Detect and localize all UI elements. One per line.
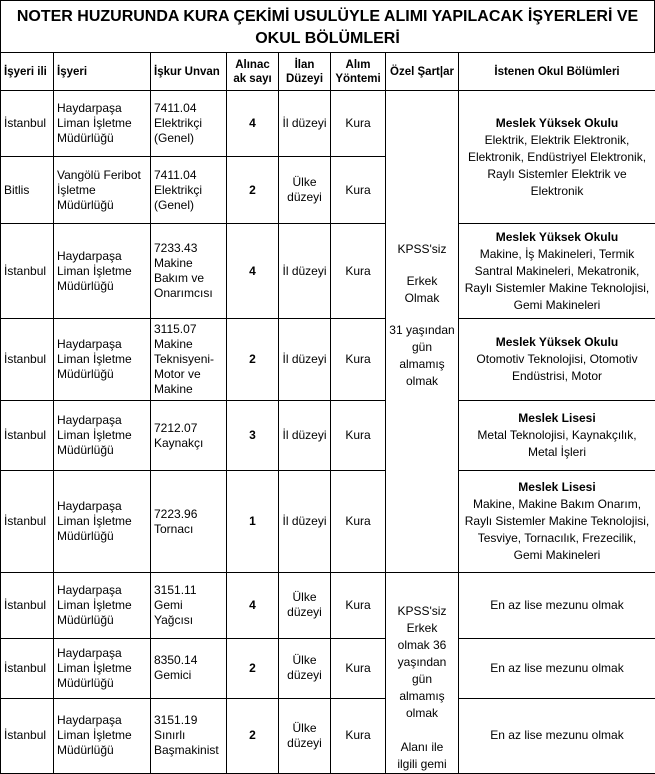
cell-unvan: 7411.04 Elektrikçi (Genel) [151,157,227,224]
table-row [1,91,655,157]
cell-ilan: Ülke düzeyi [279,638,331,698]
cell-yontem: Kura [331,573,386,639]
cell-ilan: Ülke düzeyi [279,157,331,224]
header-ilan: İlan Düzeyi [279,53,331,91]
header-yontem: Alım Yöntemi [331,53,386,91]
special-text: KPSS'siz Erkek olmak 36 yaşından gün almamış olmak [389,603,455,722]
cell-sayi: 2 [227,157,279,224]
header-unvan: İşkur Unvan [151,53,227,91]
cell-unvan: 3115.07 Makine Teknisyeni-Motor ve Makine [151,319,227,401]
header-okul: İstenen Okul Bölümleri [459,53,655,91]
cell-isyeri: Vangölü Feribot İşletme Müdürlüğü [54,157,151,224]
education-group-3 [459,319,655,401]
education-group-5 [459,471,655,573]
special-conditions-1 [386,91,459,573]
table-row [1,573,655,639]
cell-yontem: Kura [331,638,386,698]
title-line-2: OKUL BÖLÜMLERİ [1,28,654,50]
cell-il: İstanbul [1,224,54,319]
header-ozel: Özel Şart|ar [386,53,459,91]
education-req: En az lise mezunu olmak [459,638,655,698]
cell-sayi: 2 [227,698,279,773]
cell-ilan: İl düzeyi [279,91,331,157]
education-body: Metal Teknolojisi, Kaynakçılık, Metal İşleri [477,428,636,459]
header-isyeri: İşyeri [54,53,151,91]
cell-ilan: İl düzeyi [279,401,331,471]
header-row [1,53,655,91]
cell-ilan: Ülke düzeyi [279,573,331,639]
education-group-1 [459,91,655,224]
table-row [1,471,655,573]
cell-sayi: 4 [227,573,279,639]
education-group-4 [459,401,655,471]
education-head: Meslek Yüksek Okulu [462,334,652,351]
header-il: İşyeri ili [1,53,54,91]
cell-il: İstanbul [1,401,54,471]
cell-isyeri: Haydarpaşa Liman İşletme Müdürlüğü [54,401,151,471]
table-row [1,638,655,698]
cell-yontem: Kura [331,698,386,773]
cell-yontem: Kura [331,91,386,157]
cell-isyeri: Haydarpaşa Liman İşletme Müdürlüğü [54,319,151,401]
cell-unvan: 7411.04 Elektrikçi (Genel) [151,91,227,157]
cell-isyeri: Haydarpaşa Liman İşletme Müdürlüğü [54,573,151,639]
cell-unvan: 8350.14 Gemici [151,638,227,698]
education-req: En az lise mezunu olmak [459,698,655,773]
cell-isyeri: Haydarpaşa Liman İşletme Müdürlüğü [54,638,151,698]
cell-sayi: 4 [227,224,279,319]
table-row [1,401,655,471]
cell-il: Bitlis [1,157,54,224]
cell-yontem: Kura [331,224,386,319]
cell-sayi: 1 [227,471,279,573]
cell-sayi: 2 [227,638,279,698]
cell-isyeri: Haydarpaşa Liman İşletme Müdürlüğü [54,471,151,573]
cell-sayi: 2 [227,319,279,401]
cell-unvan: 7223.96 Tornacı [151,471,227,573]
table-row [1,319,655,401]
document-title [0,0,655,52]
cell-yontem: Kura [331,401,386,471]
cell-yontem: Kura [331,319,386,401]
cell-ilan: İl düzeyi [279,471,331,573]
cell-sayi: 4 [227,91,279,157]
cell-il: İstanbul [1,573,54,639]
education-head: Meslek Yüksek Okulu [462,229,652,246]
special-age: 31 yaşından gün almamış olmak [389,322,455,390]
cell-unvan: 3151.11 Gemi Yağcısı [151,573,227,639]
cell-yontem: Kura [331,157,386,224]
cell-il: İstanbul [1,471,54,573]
cell-il: İstanbul [1,638,54,698]
cell-ilan: Ülke düzeyi [279,698,331,773]
special-kpss: KPSS'siz [389,241,455,258]
header-sayi: Alınac ak sayı [227,53,279,91]
special-conditions-2 [386,573,459,774]
cell-isyeri: Haydarpaşa Liman İşletme Müdürlüğü [54,698,151,773]
education-body: Elektrik, Elektrik Elektronik, Elektronik, Endüstriyel Elektronik, Raylı Sistemler Elektrik ve Elektronik [468,133,646,198]
cell-unvan: 3151.19 Sınırlı Başmakinist [151,698,227,773]
cell-ilan: İl düzeyi [279,319,331,401]
education-body: Otomotiv Teknolojisi, Otomotiv Endüstrisi, Motor [476,352,637,383]
education-head: Meslek Lisesi [462,410,652,427]
education-group-2 [459,224,655,319]
cell-il: İstanbul [1,319,54,401]
education-body: Makine, İş Makineleri, Termik Santral Makineleri, Mekatronik, Raylı Sistemler Makine Teknolojisi, Gemi Makineleri [465,247,650,312]
education-req: En az lise mezunu olmak [459,573,655,639]
table-row [1,698,655,773]
cell-il: İstanbul [1,698,54,773]
cell-sayi: 3 [227,401,279,471]
special-gender: Erkek Olmak [389,273,455,307]
education-head: Meslek Lisesi [462,479,652,496]
cell-ilan: İl düzeyi [279,224,331,319]
cell-unvan: 7233.43 Makine Bakım ve Onarımcısı [151,224,227,319]
special-extra: Alanı ile ilgili gemi [389,739,455,773]
positions-table [0,52,655,774]
cell-unvan: 7212.07 Kaynakçı [151,401,227,471]
title-line-1: NOTER HUZURUNDA KURA ÇEKİMİ USULÜYLE ALIMI YAPILACAK İŞYERLERİ VE [1,6,654,28]
table-row [1,224,655,319]
education-body: Makine, Makine Bakım Onarım, Raylı Sistemler Makine Teknolojisi, Tesviye, Tornacılık, Frezecilik, Gemi Makineleri [465,497,650,562]
education-head: Meslek Yüksek Okulu [462,115,652,132]
cell-yontem: Kura [331,471,386,573]
cell-il: İstanbul [1,91,54,157]
cell-isyeri: Haydarpaşa Liman İşletme Müdürlüğü [54,91,151,157]
cell-isyeri: Haydarpaşa Liman İşletme Müdürlüğü [54,224,151,319]
